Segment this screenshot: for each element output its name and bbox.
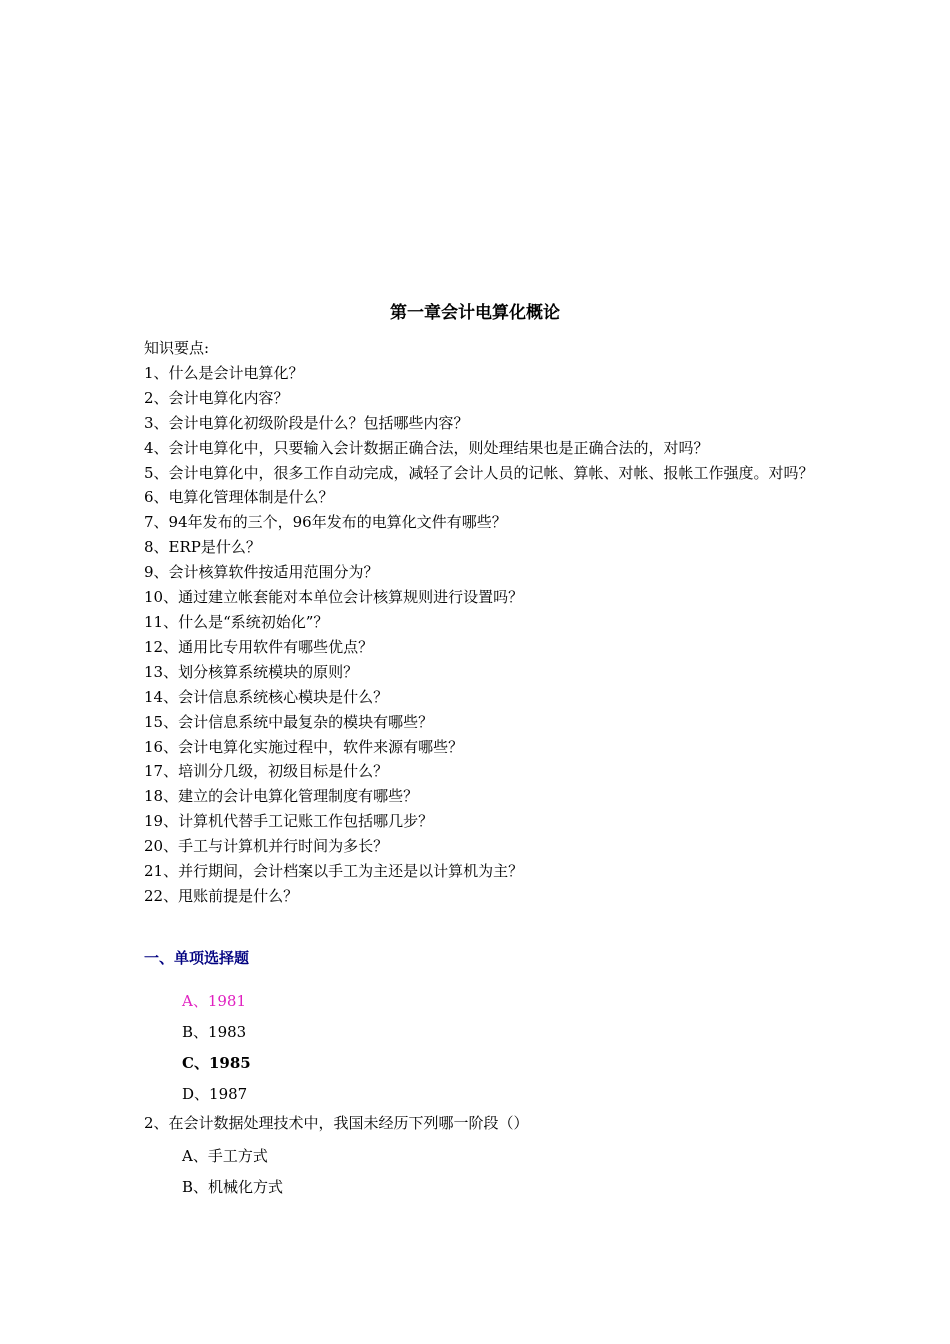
knowledge-item: 8、ERP是什么？ — [144, 538, 261, 557]
option-c: C、1985 — [182, 1054, 251, 1072]
chapter-title: 第一章会计电算化概论 — [390, 303, 560, 323]
knowledge-item: 3、会计电算化初级阶段是什么？包括哪些内容？ — [144, 413, 469, 432]
knowledge-heading: 知识要点: — [144, 339, 210, 357]
knowledge-item: 14、会计信息系统核心模块是什么？ — [144, 687, 389, 706]
knowledge-item: 1、什么是会计电算化？ — [144, 363, 304, 382]
knowledge-item: 9、会计核算软件按适用范围分为？ — [144, 563, 379, 582]
knowledge-item: 22、甩账前提是什么？ — [144, 886, 299, 905]
knowledge-item: 2、会计电算化内容？ — [144, 388, 289, 407]
knowledge-item: 13、划分核算系统模块的原则？ — [144, 662, 359, 681]
knowledge-item: 4、会计电算化中，只要输入会计数据正确合法，则处理结果也是正确合法的，对吗？ — [144, 438, 709, 457]
option-b: B、机械化方式 — [182, 1178, 284, 1196]
option-b: B、1983 — [182, 1023, 247, 1041]
knowledge-item: 5、会计电算化中，很多工作自动完成，减轻了会计人员的记帐、算帐、对帐、报帐工作强度。对吗？ — [144, 463, 814, 482]
section-heading-single-choice: 一、单项选择题 — [144, 949, 250, 967]
knowledge-item: 11、什么是“系统初始化”？ — [144, 612, 329, 631]
knowledge-item: 15、会计信息系统中最复杂的模块有哪些？ — [144, 712, 434, 731]
knowledge-item: 12、通用比专用软件有哪些优点？ — [144, 637, 374, 656]
question-2-text: 2、在会计数据处理技术中，我国未经历下列哪一阶段（） — [144, 1114, 529, 1132]
question1-options — [182, 986, 251, 1110]
knowledge-item: 18、建立的会计电算化管理制度有哪些？ — [144, 787, 419, 806]
question2-options — [182, 1141, 283, 1203]
knowledge-item: 7、94年发布的三个，96年发布的电算化文件有哪些？ — [144, 513, 507, 532]
knowledge-item: 17、培训分几级，初级目标是什么？ — [144, 762, 389, 781]
knowledge-points — [144, 336, 814, 909]
knowledge-item: 20、手工与计算机并行时间为多长？ — [144, 837, 389, 856]
knowledge-item: 10、通过建立帐套能对本单位会计核算规则进行设置吗？ — [144, 588, 524, 607]
knowledge-item: 19、计算机代替手工记账工作包括哪几步？ — [144, 812, 434, 831]
option-a: A、手工方式 — [182, 1147, 268, 1165]
knowledge-item: 21、并行期间，会计档案以手工为主还是以计算机为主？ — [144, 862, 524, 881]
knowledge-item: 16、会计电算化实施过程中，软件来源有哪些？ — [144, 737, 464, 756]
option-d: D、1987 — [182, 1085, 248, 1103]
option-a: A、1981 — [182, 992, 247, 1010]
knowledge-item: 6、电算化管理体制是什么？ — [144, 488, 334, 507]
